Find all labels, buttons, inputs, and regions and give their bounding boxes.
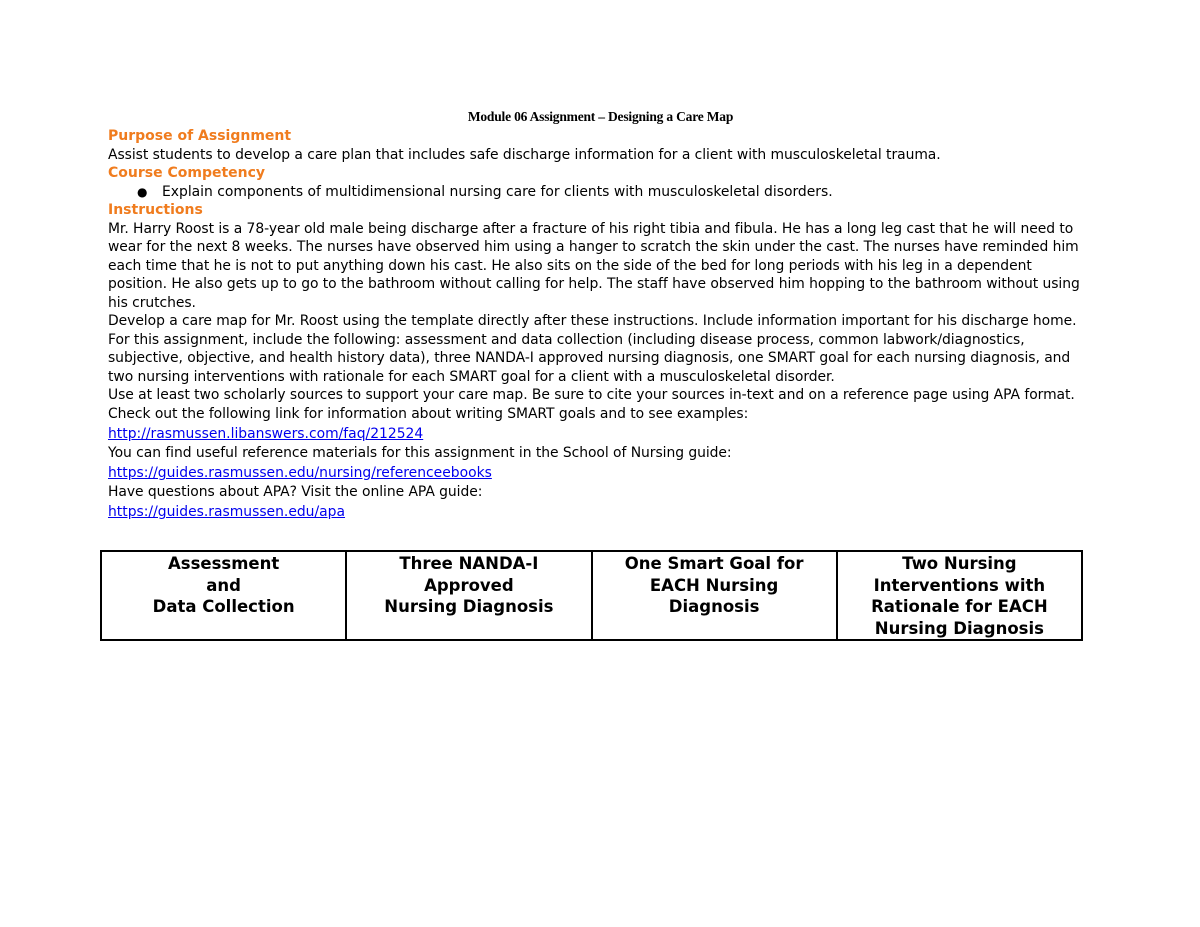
competency-heading: Course Competency — [108, 165, 266, 181]
header-smart-line: Diagnosis — [668, 597, 760, 616]
purpose-text: Assist students to develop a care plan that includes safe discharge information for a client with musculoskeletal trauma. — [108, 146, 941, 163]
apa-link[interactable]: https://guides.rasmussen.edu/apa — [108, 504, 346, 520]
header-interventions-line: Rationale for EACH — [871, 597, 1048, 616]
header-assessment-line: Data Collection — [152, 597, 295, 616]
competency-item — [135, 183, 1093, 202]
competency-list — [108, 183, 1093, 202]
header-nanda-line: Approved — [424, 575, 514, 595]
header-nanda-line: Three NANDA-I — [399, 554, 539, 573]
apa-text: Have questions about APA? Visit the online APA guide: — [108, 483, 483, 500]
smart-goals-link[interactable]: http://rasmussen.libanswers.com/faq/212524 — [108, 426, 424, 442]
header-nanda-diagnosis — [346, 551, 591, 640]
care-map-table — [100, 550, 1083, 641]
purpose-heading: Purpose of Assignment — [108, 128, 292, 144]
header-interventions-line: Nursing Diagnosis — [874, 618, 1044, 638]
header-interventions — [837, 551, 1082, 640]
header-assessment-line: Assessment — [167, 554, 280, 573]
smart-goals-text: Check out the following link for information about writing SMART goals and to see examples: — [108, 405, 749, 422]
header-smart-line: One Smart Goal for — [624, 554, 804, 573]
instructions-paragraph-develop: Develop a care map for Mr. Roost using the template directly after these instructions. Include information important for his discharge home. For this assignment, include the following: assessment and data collection (including disease process, common labwork/diagnostics, subjective, objective, and health history data), three NANDA-I approved nursing diagnosis, one SMART goal for each nursing diagnosis, and two nursing interventions with rationale for each SMART goal for a client with a musculoskeletal disorder. — [108, 313, 1077, 385]
header-interventions-line: Two Nursing — [902, 554, 1017, 573]
header-nanda-line: Nursing Diagnosis — [384, 597, 554, 616]
reference-link[interactable]: https://guides.rasmussen.edu/nursing/referenceebooks — [108, 465, 492, 481]
reference-text: You can find useful reference materials for this assignment in the School of Nursing guide: — [108, 444, 732, 461]
header-smart-line: EACH Nursing — [649, 575, 779, 595]
competency-item-text: Explain components of multidimensional nursing care for clients with musculoskeletal disorders. — [162, 183, 833, 200]
instructions-heading: Instructions — [108, 202, 203, 218]
care-map-header-row — [101, 551, 1082, 640]
bullet-icon: ● — [137, 184, 148, 199]
instructions-paragraph-sources: Use at least two scholarly sources to support your care map. Be sure to cite your sources in-text and on a reference page using APA format. — [108, 387, 1075, 403]
page-title: Module 06 Assignment – Designing a Care Map — [467, 109, 734, 124]
header-assessment-line: and — [206, 575, 241, 595]
header-interventions-line: Interventions with — [873, 575, 1046, 595]
header-smart-goal — [592, 551, 837, 640]
instructions-paragraph-case: Mr. Harry Roost is a 78-year old male being discharge after a fracture of his right tibia and fibula. He has a long leg cast that he will need to wear for the next 8 weeks. The nurses have observed him using a hanger to scratch the skin under the cast. The nurses have reminded him each time that he is not to put anything down his cast. He also sits on the side of the bed for long periods with his leg in a dependent position. He also gets up to go to the bathroom without calling for help. The staff have observed him hopping to the bathroom without using his crutches. — [108, 220, 1080, 311]
header-assessment — [101, 551, 346, 640]
document-page — [108, 108, 1093, 522]
